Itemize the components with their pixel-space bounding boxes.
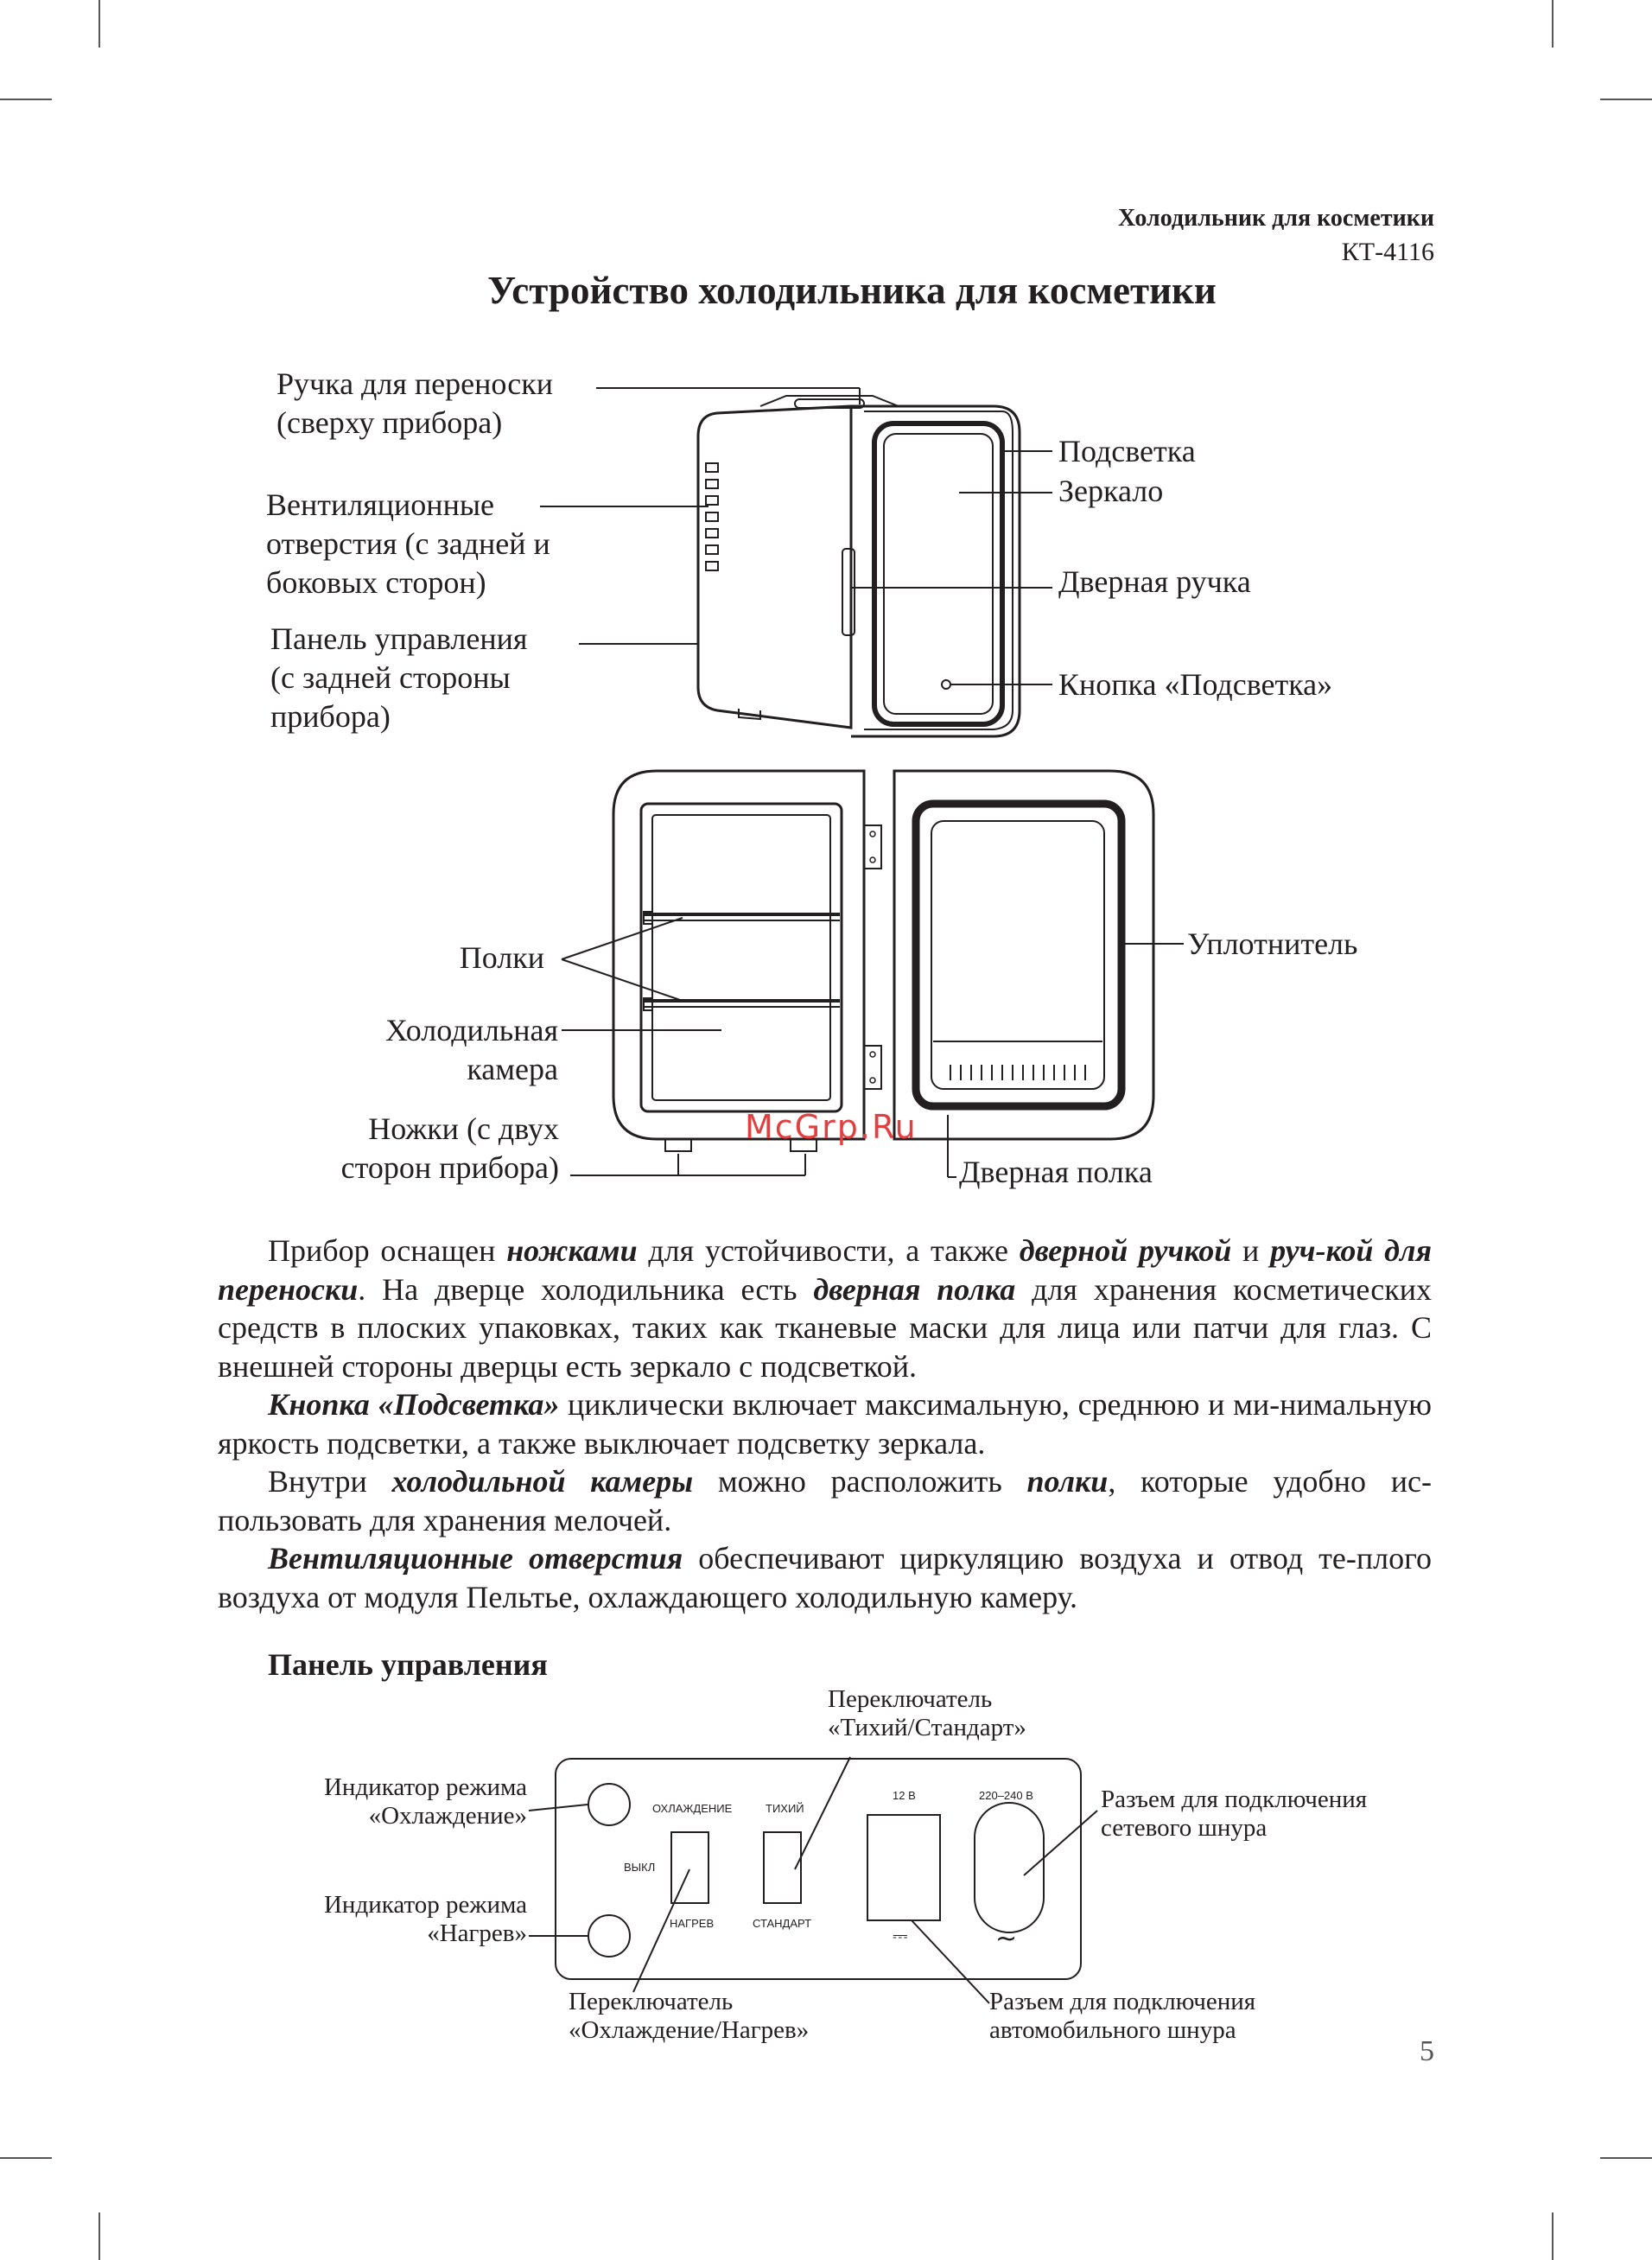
label-quiet-switch: Переключатель «Тихий/Стандарт» bbox=[828, 1685, 1026, 1741]
label-feet: Ножки (с двух сторон прибора) bbox=[340, 1111, 559, 1185]
label-mains-socket: Разъем для подключения сетевого шнура bbox=[1101, 1786, 1368, 1842]
label-car-socket: Разъем для подключения автомобильного шнура bbox=[989, 1988, 1256, 2044]
label-vents: Вентиляционные отверстия (с задней и боковых сторон) bbox=[266, 487, 550, 600]
label-seal: Уплотнитель bbox=[1187, 926, 1358, 961]
paragraph-vents: Вентиляционные отверстия обеспечивают циркуляцию воздуха и отвод те-плого воздуха от модуля Пельтье, охлаждающего холодильную камеру. bbox=[218, 1541, 1432, 1614]
label-door-handle: Дверная ручка bbox=[1058, 564, 1251, 599]
paragraph-chamber: Внутри холодильной камеры можно расположить полки, которые удобно ис-пользовать для хранения мелочей. bbox=[218, 1464, 1432, 1537]
label-shelves: Полки bbox=[459, 940, 544, 975]
ac-symbol: ~ bbox=[995, 1924, 1018, 1954]
control-panel-heading: Панель управления bbox=[268, 1647, 548, 1682]
panel-text-standard: СТАНДАРТ bbox=[753, 1917, 812, 1930]
label-heat-indicator: Индикатор режима «Нагрев» bbox=[323, 1891, 527, 1947]
label-cool-indicator: Индикатор режима «Охлаждение» bbox=[323, 1773, 527, 1830]
page-number: 5 bbox=[1420, 2035, 1434, 2067]
dc-symbol: ⎓ bbox=[893, 1926, 908, 1947]
label-backlight: Подсветка bbox=[1058, 434, 1196, 468]
label-chamber: Холодильная камера bbox=[385, 1013, 558, 1086]
paragraph-backlight-button: Кнопка «Подсветка» циклически включает максимальную, среднюю и ми-нимальную яркость подсветки, а также выключает подсветку зеркала. bbox=[218, 1387, 1433, 1461]
page-title: Устройство холодильника для косметики bbox=[487, 269, 1217, 312]
panel-text-off: ВЫКЛ bbox=[624, 1861, 656, 1874]
product-name: Холодильник для косметики bbox=[1118, 205, 1434, 232]
label-carry-handle: Ручка для переноски (сверху прибора) bbox=[276, 366, 554, 440]
panel-text-220v: 220–240 В bbox=[979, 1789, 1033, 1802]
fridge-open-drawing bbox=[613, 771, 1153, 1151]
watermark: McGrp.Ru bbox=[745, 1108, 918, 1146]
paragraph-features: Прибор оснащен ножками для устойчивости, а также дверной ручкой и руч-кой для переноски. На дверце холодильника есть дверная полка для хранения косметических средств в плоских упаковках, таких как тканевые маски для лица или патчи для глаз. С внешней стороны дверцы есть зеркало с подсветкой. bbox=[218, 1233, 1433, 1384]
panel-text-heating: НАГРЕВ bbox=[670, 1917, 715, 1930]
label-mode-switch: Переключатель «Охлаждение/Нагрев» bbox=[569, 1988, 810, 2044]
label-mirror: Зеркало bbox=[1058, 474, 1164, 508]
panel-text-quiet: ТИХИЙ bbox=[766, 1802, 804, 1815]
label-backlight-button: Кнопка «Подсветка» bbox=[1058, 667, 1333, 702]
label-control-panel-location: Панель управления (с задней стороны прибора) bbox=[270, 621, 528, 734]
label-door-shelf: Дверная полка bbox=[959, 1155, 1153, 1189]
panel-text-12v: 12 В bbox=[893, 1789, 916, 1802]
panel-text-cooling: ОХЛАЖДЕНИЕ bbox=[652, 1802, 733, 1815]
model-number: КТ-4116 bbox=[1341, 238, 1434, 266]
